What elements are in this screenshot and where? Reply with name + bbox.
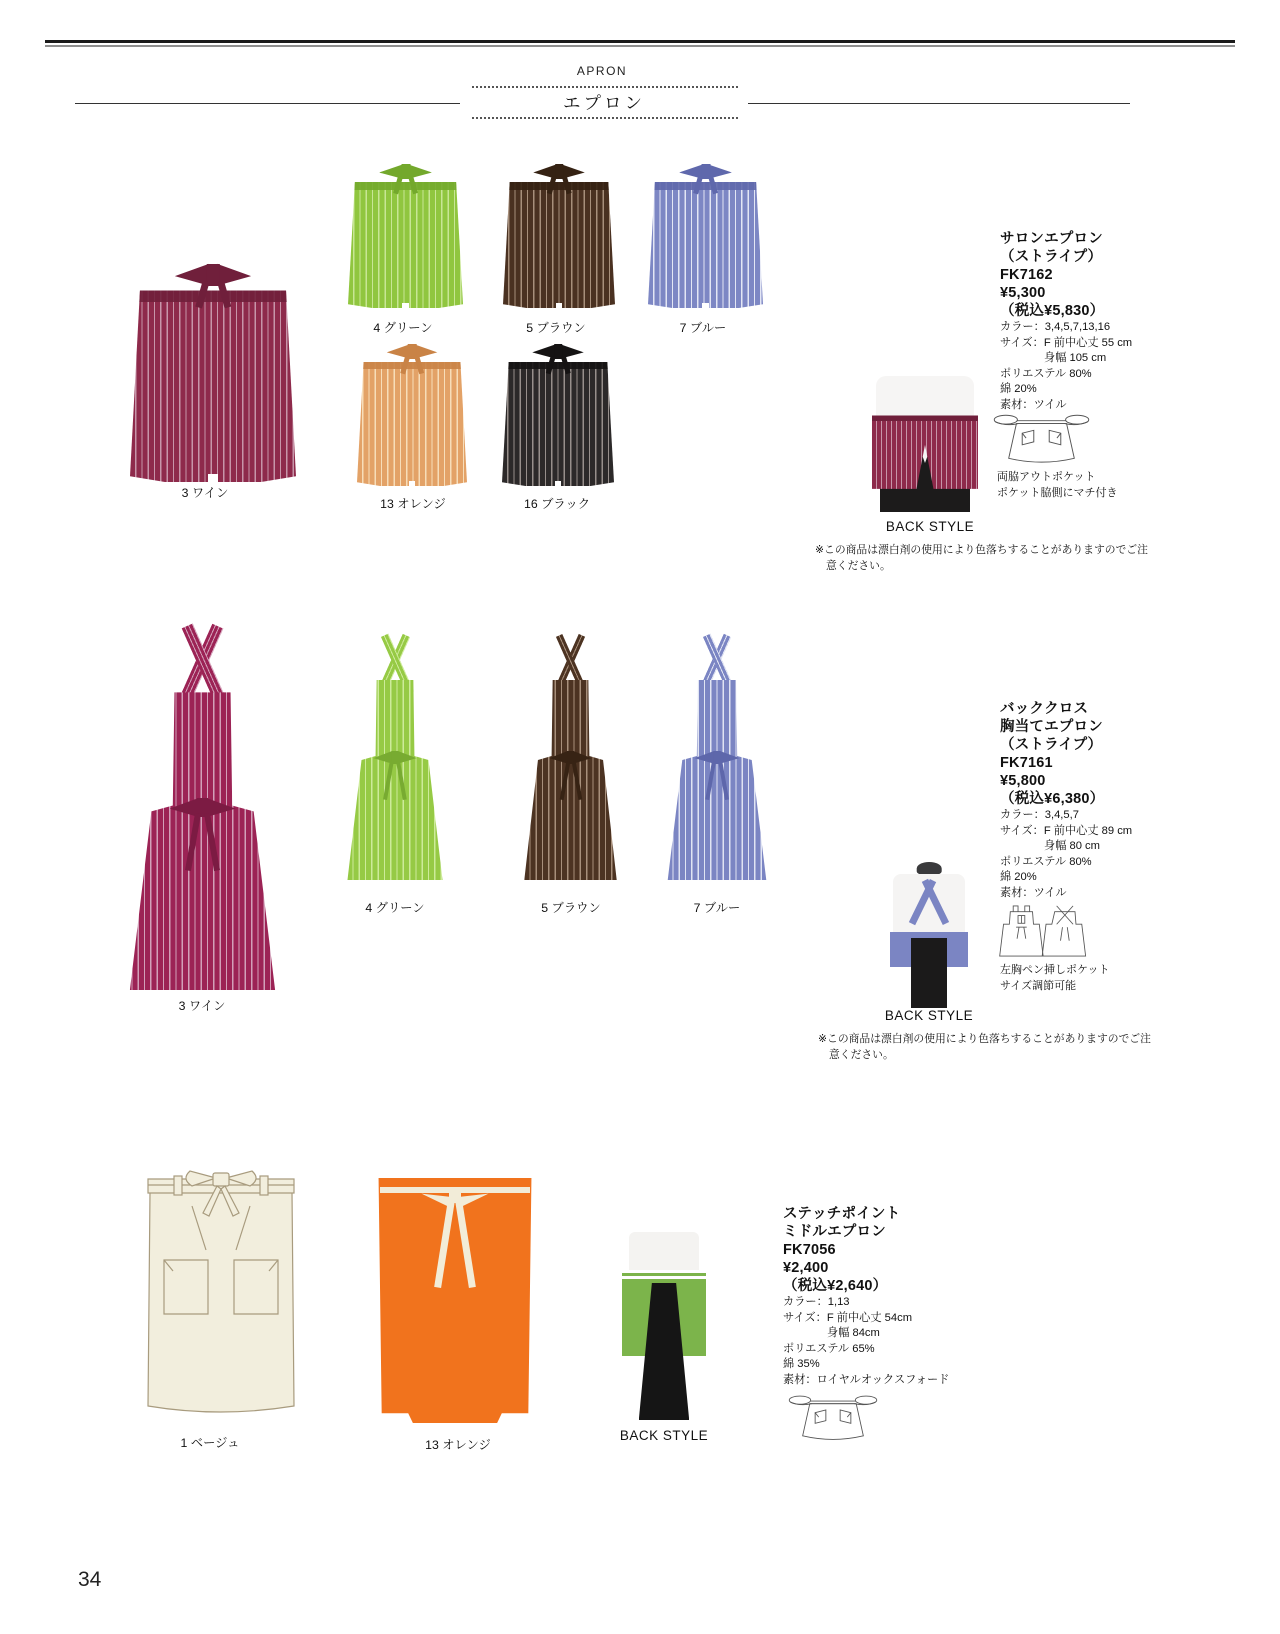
waist-apron-pocket-diagram (993, 412, 1090, 466)
price: ¥5,300 (1000, 285, 1046, 301)
colorway-label: 13 オレンジ (380, 497, 446, 511)
product-name-line: バッククロス (1000, 701, 1089, 717)
tie-bow (175, 254, 251, 309)
spec-width: 身幅 80 cm (1044, 840, 1100, 853)
model-pants (911, 938, 947, 1008)
feature-line: 両脇アウトポケット (997, 471, 1096, 483)
feature-caption (997, 469, 1117, 501)
colorway-label: 4 グリーン (365, 901, 425, 915)
product-info-fk7056 (783, 1205, 1023, 1389)
waist-bow (695, 745, 740, 778)
spec-fabric: 素材：ツイル (1000, 398, 1067, 411)
apron-body (120, 692, 285, 990)
note-line: ※この商品は漂白剤の使用により色落ちすることがありますのでご注 (818, 1033, 1151, 1045)
dotted-rule-top (472, 86, 738, 88)
price-tax: （税込¥5,830） (1000, 303, 1105, 319)
feature-line: サイズ調節可能 (1000, 980, 1077, 992)
back-style-label: BACK STYLE (885, 519, 975, 534)
apron-photo-green-salon (348, 158, 463, 308)
apron-body (518, 680, 623, 880)
bleach-note (818, 1031, 1151, 1063)
apron-skirt (357, 362, 467, 486)
tie-bow (533, 158, 585, 194)
price: ¥5,800 (1000, 773, 1046, 789)
bib-apron-diagram (997, 903, 1097, 959)
colorway-label: 7 ブルー (679, 321, 727, 335)
price: ¥2,400 (783, 1260, 829, 1276)
spec-width: 身幅 84cm (827, 1327, 880, 1340)
bleach-note (815, 542, 1148, 574)
header-rule-right (748, 103, 1130, 104)
spec-color: カラー：3,4,5,7 (1000, 809, 1079, 821)
tie-bow (679, 158, 732, 194)
product-name-line: ステッチポイント (783, 1206, 901, 1222)
product-name-line: （ストライプ） (1000, 249, 1103, 265)
apron-photo-wine-salon (130, 254, 296, 482)
dotted-rule-bottom (472, 117, 738, 119)
product-code: FK7056 (783, 1242, 836, 1258)
spec-material-2: 綿 35% (783, 1358, 820, 1371)
colorway-label: 16 ブラック (523, 497, 591, 511)
feature-caption (1000, 962, 1109, 994)
apron-illustration-beige (138, 1162, 304, 1420)
apron-skirt (130, 290, 296, 482)
back-style-photo (872, 376, 978, 512)
colorway-label: 1 ベージュ (180, 1436, 240, 1450)
product-name-line: （ストライプ） (1000, 737, 1103, 753)
apron-photo-brown-bib (518, 630, 623, 880)
colorway-label: 5 ブラウン (526, 321, 586, 335)
apron-body (377, 1178, 533, 1423)
apron-photo-green-bib (341, 630, 449, 880)
note-line: 意ください。 (829, 1049, 894, 1061)
spec-size: サイズ：F 前中心丈 55 cm (1000, 336, 1133, 349)
tie-bow (532, 338, 584, 374)
product-code: FK7161 (1000, 755, 1053, 771)
colorway-label: 3 ワイン (181, 486, 229, 500)
colorway-label: 13 オレンジ (425, 1438, 491, 1452)
back-style-label: BACK STYLE (619, 1428, 709, 1443)
product-info-fk7161 (1000, 700, 1240, 902)
spec-width: 身幅 105 cm (1044, 352, 1107, 365)
back-style-photo (888, 862, 970, 1008)
back-style-photo (622, 1232, 706, 1420)
waist-bow (170, 789, 236, 837)
spec-material-2: 綿 20% (1000, 383, 1037, 396)
product-code: FK7162 (1000, 267, 1053, 283)
product-name-line: ミドルエプロン (783, 1224, 886, 1240)
spec-material-2: 綿 20% (1000, 871, 1037, 884)
product-name-line: サロンエプロン (1000, 231, 1103, 247)
spec-size: サイズ：F 前中心丈 54cm (783, 1311, 913, 1324)
apron-skirt (503, 182, 615, 308)
tie-bow (379, 158, 432, 194)
product-info-fk7162 (1000, 230, 1240, 414)
apron-skirt (648, 182, 763, 308)
apron-photo-brown-salon (503, 158, 615, 308)
waist-apron-pocket-diagram (788, 1393, 878, 1443)
header-rule-left (75, 103, 460, 104)
spec-color: カラー：1,13 (783, 1296, 850, 1308)
feature-line: 左胸ペン挿しポケット (1000, 964, 1110, 976)
spec-size: サイズ：F 前中心丈 89 cm (1000, 824, 1133, 837)
colorway-label: 4 グリーン (373, 321, 433, 335)
apron-photo-blue-salon (648, 158, 763, 308)
colorway-label: 7 ブルー (693, 901, 741, 915)
apron-photo-orange-salon (357, 338, 467, 486)
category-title-en: APRON (576, 64, 628, 78)
apron-body (661, 680, 773, 880)
spec-material-1: ポリエステル 80% (1000, 855, 1092, 868)
back-style-label: BACK STYLE (884, 1008, 974, 1023)
price-tax: （税込¥6,380） (1000, 791, 1105, 807)
apron-photo-wine-bib (120, 618, 285, 990)
spec-material-1: ポリエステル 80% (1000, 367, 1092, 380)
page-number: 34 (78, 1568, 102, 1591)
price-tax: （税込¥2,640） (783, 1278, 888, 1294)
apron-skirt (348, 182, 463, 308)
spec-material-1: ポリエステル 65% (783, 1342, 875, 1355)
category-title-ja: エプロン (563, 93, 645, 113)
tie-bow (387, 338, 438, 374)
apron-photo-blue-bib (661, 630, 773, 880)
spec-color: カラー：3,4,5,7,13,16 (1000, 321, 1111, 333)
waist-bow (373, 745, 416, 778)
apron-skirt (502, 362, 614, 486)
note-line: ※この商品は漂白剤の使用により色落ちすることがありますのでご注 (815, 544, 1148, 556)
white-waist-tie (622, 1270, 706, 1273)
note-line: 意ください。 (826, 560, 891, 572)
product-name-line: 胸当てエプロン (1000, 719, 1103, 735)
colorway-label: 3 ワイン (178, 999, 226, 1013)
apron-photo-orange-middle (377, 1178, 533, 1423)
spec-fabric: 素材：ロイヤルオックスフォード (783, 1373, 950, 1386)
top-rule-dark (45, 40, 1235, 43)
spec-fabric: 素材：ツイル (1000, 886, 1067, 899)
white-waist-tie (622, 1276, 706, 1279)
top-rule-gray (45, 45, 1235, 47)
apron-body (341, 680, 449, 880)
feature-line: ポケット脇側にマチ付き (997, 487, 1118, 499)
colorway-label: 5 ブラウン (541, 901, 601, 915)
waist-bow (550, 745, 592, 778)
apron-photo-black-salon (502, 338, 614, 486)
